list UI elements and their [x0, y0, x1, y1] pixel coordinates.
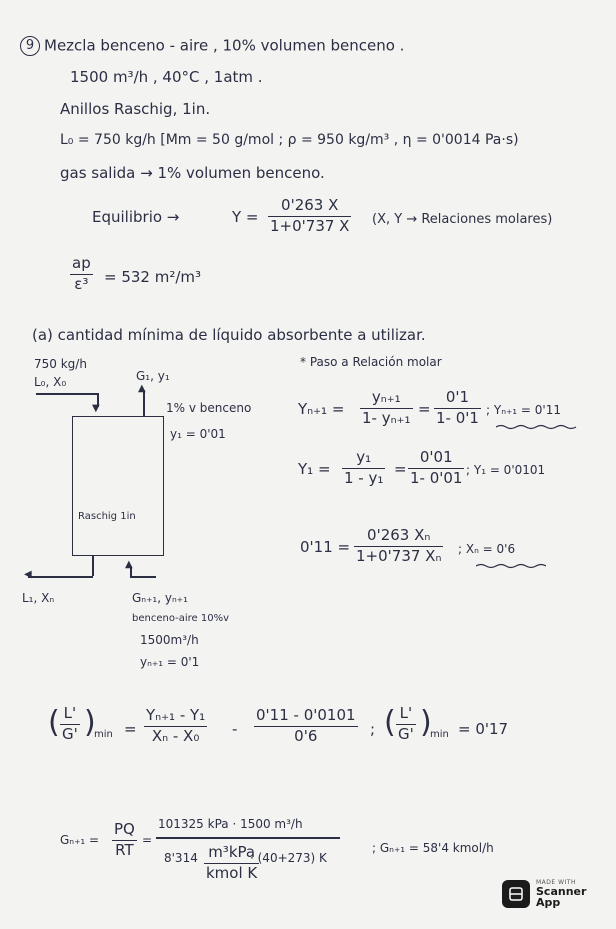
eq4-res-paren-close: ): [420, 705, 432, 740]
eq4-res-val: = 0'17: [458, 720, 509, 738]
problem-number: 9: [20, 36, 40, 56]
eq5-result: ; Gₙ₊₁ = 58'4 kmol/h: [372, 841, 494, 855]
eq4-den1: Xₙ - X₀: [151, 726, 200, 745]
eq2-lhs: Y₁ =: [298, 460, 331, 478]
equilibrium-num: 0'263 X: [281, 196, 339, 214]
problem-line-1-text: Mezcla benceno - aire , 10% volumen benceno .: [44, 36, 405, 55]
eq4-eq2: -: [232, 720, 238, 738]
eq5-eq: =: [142, 833, 153, 847]
eq1-den1: 1- yₙ₊₁: [362, 408, 411, 427]
eq1-lhs: Yₙ₊₁ =: [298, 400, 345, 418]
part-a-title: (a) cantidad mínima de líquido absorbente a utilizar.: [32, 326, 426, 344]
eq5-den2b-den: kmol K: [206, 863, 258, 882]
eq5-den2c: · (40+273) K: [250, 851, 327, 865]
eq4-lhs-paren-open: (: [48, 705, 60, 740]
eq4-frac1: [144, 708, 207, 745]
eq4-lhs-sub: min: [94, 729, 113, 740]
liquid-out-arrow-down: [92, 556, 94, 576]
eq5-num1: PQ: [114, 820, 135, 838]
ap-den: ε³: [74, 274, 89, 293]
eq2-num2: 0'01: [419, 448, 453, 466]
equilibrium-fraction: [268, 198, 351, 235]
eq2-den1: 1 - y₁: [344, 468, 384, 487]
scanner-app-badge: [502, 876, 602, 912]
eq5-den2a: 8'314: [164, 851, 198, 865]
badge-line-2: App: [536, 896, 561, 909]
eq4-lhs-paren-close: ): [84, 705, 96, 740]
part-a-note: * Paso a Relación molar: [300, 355, 442, 369]
liquid-out-arrow-line: [28, 576, 93, 578]
eq4-num1: Yₙ₊₁ - Y₁: [146, 706, 206, 724]
ap-num: ap: [72, 254, 91, 272]
gas-in-label-3: 1500m³/h: [140, 633, 199, 647]
equilibrium-lhs: Y =: [232, 208, 259, 226]
eq5-lhs: Gₙ₊₁ =: [60, 833, 100, 847]
eq4-lhs-num: L': [63, 704, 77, 722]
eq4-semi: ;: [370, 720, 376, 738]
eq1-result: ; Yₙ₊₁ = 0'11: [486, 403, 561, 417]
eq3-den: 1+0'737 Xₙ: [356, 546, 442, 565]
gas-out-note-1: 1% v benceno: [166, 401, 252, 415]
eq4-lhs-den: G': [62, 724, 78, 743]
equilibrium-label: Equilibrio →: [92, 208, 180, 226]
eq3-lhs: 0'11 =: [300, 538, 351, 556]
eq4-res-frac: [396, 706, 416, 743]
eq5-frac1: [112, 822, 137, 859]
equilibrium-den: 1+0'737 X: [270, 216, 350, 235]
problem-line-4: L₀ = 750 kg/h [Mm = 50 g/mol ; ρ = 950 kg/m³ , η = 0'0014 Pa·s): [60, 132, 519, 148]
eq1-num2: 0'1: [445, 388, 470, 406]
scanner-app-icon: [502, 880, 530, 908]
gas-in-label-1: Gₙ₊₁, yₙ₊₁: [132, 591, 188, 605]
eq2-den2: 1- 0'01: [410, 468, 463, 487]
eq2-frac1: [342, 450, 385, 487]
ap-fraction: [70, 256, 93, 293]
gas-out-label: G₁, y₁: [136, 369, 170, 383]
eq1-frac1: [360, 390, 413, 427]
eq4-res-num: L': [399, 704, 413, 722]
eq4-res-sub: min: [430, 729, 449, 740]
ap-value: = 532 m²/m³: [104, 268, 202, 286]
liquid-in-arrow-line: [36, 393, 98, 395]
liquid-out-label: L₁, Xₙ: [22, 591, 55, 605]
scanner-app-text: [536, 880, 586, 908]
eq5-den2b-num: m³kPa: [208, 843, 256, 861]
gas-in-label-2: benceno-aire 10%v: [132, 613, 230, 624]
eq4-frac2: [254, 708, 358, 745]
eq1-underline: [496, 424, 580, 430]
gas-out-note-2: y₁ = 0'01: [170, 427, 226, 441]
problem-line-3: Anillos Raschig, 1in.: [60, 100, 211, 118]
eq1-eq: =: [418, 400, 431, 418]
eq4-den2: 0'6: [294, 726, 318, 745]
eq3-underline: [476, 563, 546, 569]
liquid-out-arrowhead: ◀: [24, 569, 32, 580]
eq2-num1: y₁: [356, 448, 372, 466]
equilibrium-note: (X, Y → Relaciones molares): [372, 212, 553, 227]
eq1-num1: yₙ₊₁: [371, 388, 401, 406]
eq3-num: 0'263 Xₙ: [367, 526, 431, 544]
eq5-frac2-bar: [156, 837, 340, 839]
badge-line-1: Scanner: [536, 885, 587, 898]
liquid-in-rate: 750 kg/h: [34, 357, 87, 371]
eq4-eq1: =: [124, 720, 137, 738]
problem-line-1: [20, 36, 404, 56]
eq2-result: ; Y₁ = 0'0101: [466, 463, 546, 477]
problem-line-5: gas salida → 1% volumen benceno.: [60, 164, 325, 182]
gas-in-label-4: yₙ₊₁ = 0'1: [140, 655, 200, 669]
eq1-den2: 1- 0'1: [436, 408, 479, 427]
eq5-den1: RT: [115, 840, 134, 859]
eq4-res-paren-open: (: [384, 705, 396, 740]
gas-in-arrowhead: ▲: [125, 559, 133, 570]
badge-made-with: MADE WITH: [536, 879, 576, 886]
gas-in-arrow-line: [130, 576, 156, 578]
liquid-in-arrowhead: ▼: [92, 403, 100, 414]
problem-line-2: 1500 m³/h , 40°C , 1atm .: [70, 68, 263, 86]
liquid-in-label: L₀, X₀: [34, 375, 67, 389]
column-label: Raschig 1in: [78, 511, 136, 522]
absorption-column: [72, 416, 164, 556]
eq4-res-den: G': [398, 724, 414, 743]
eq5-num2: 101325 kPa · 1500 m³/h: [158, 817, 303, 831]
eq1-frac2: [434, 390, 481, 427]
gas-out-arrowhead: ▲: [138, 383, 146, 394]
eq4-num2: 0'11 - 0'0101: [256, 706, 356, 724]
eq3-frac: [354, 528, 443, 565]
eq2-eq: =: [394, 460, 407, 478]
eq2-frac2: [408, 450, 464, 487]
eq3-result: ; Xₙ = 0'6: [458, 542, 516, 556]
eq4-lhs-frac: [60, 706, 80, 743]
